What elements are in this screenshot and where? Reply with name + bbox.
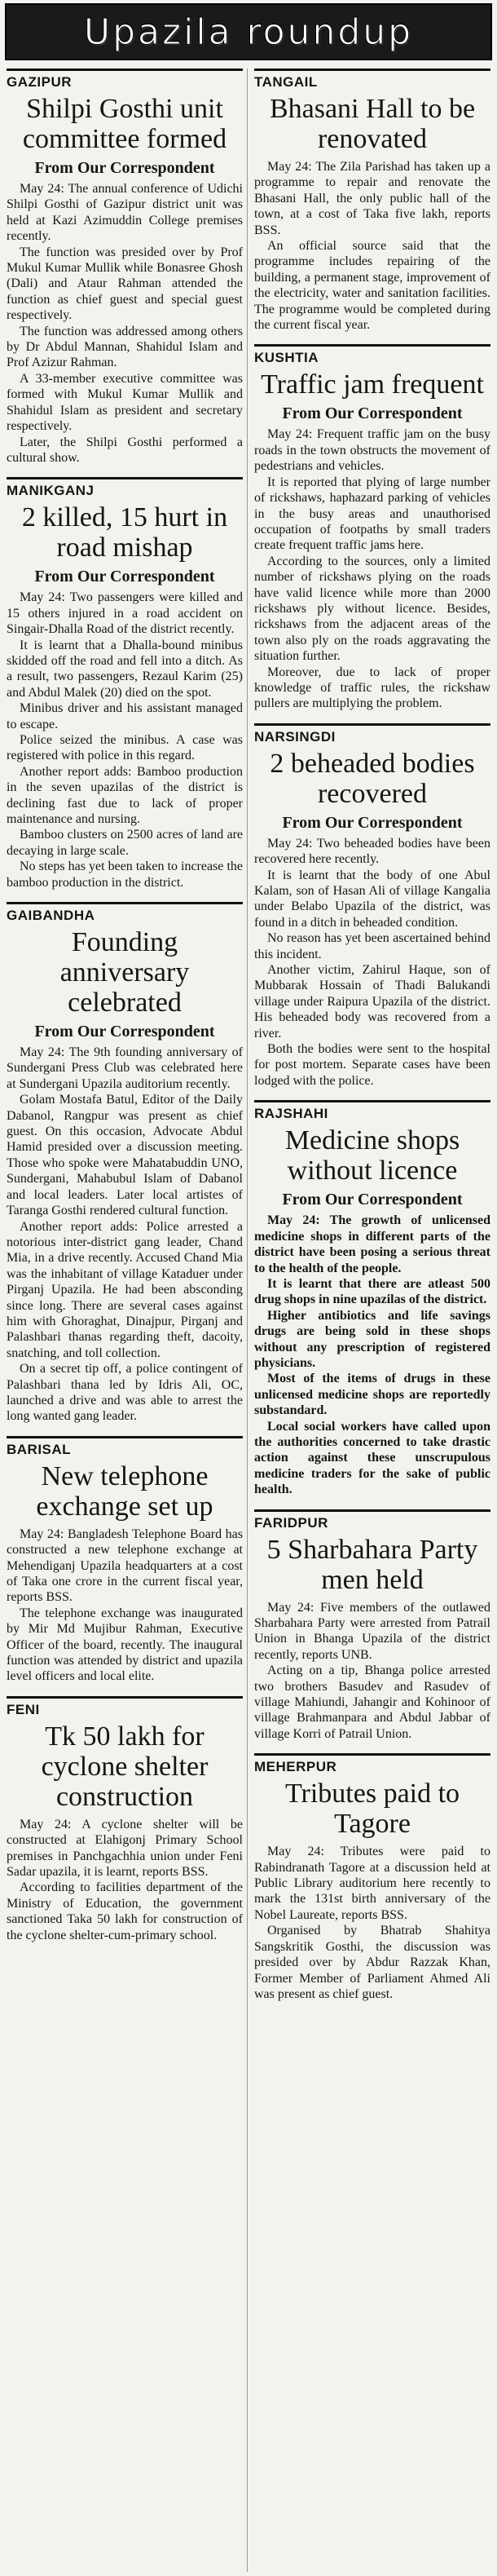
story-paragraph: May 24: The 9th founding anniversary of Sundergani Press Club was celebrated here at Sundergani Upazila auditorium recently.	[7, 1045, 243, 1091]
story-headline: 5 Sharbahara Party men held	[266, 1534, 478, 1595]
story-byline: From Our Correspondent	[282, 813, 463, 832]
story-body	[7, 181, 243, 466]
story-byline: From Our Correspondent	[282, 404, 463, 423]
news-story-feni	[7, 1696, 243, 1943]
story-paragraph: May 24: Two beheaded bodies have been recovered here recently.	[254, 836, 490, 867]
story-headline: New telephone exchange set up	[36, 1460, 213, 1522]
story-paragraph: Local social workers have called upon the authorities concerned to take drastic action against these unscrupulous medicine traders for the sake of public health.	[254, 1419, 490, 1497]
district-label: FENI	[7, 1696, 243, 1718]
story-byline: From Our Correspondent	[34, 159, 215, 177]
story-body	[254, 1600, 490, 1743]
district-label: BARISAL	[7, 1436, 243, 1458]
story-paragraph: The telephone exchange was inaugurated by Mir Md Mujibur Rahman, Executive Officer of the board, recently. The inaugural function was attended by district and upazila level officers and local elite.	[7, 1606, 243, 1684]
story-paragraph: Acting on a tip, Bhanga police arrested two brothers Basudev and Rasudev of village Mahiundi, Jahangir and Kohinoor of village Brahmanpara and Abdul Jabbar of village Korri of Patrail Union.	[254, 1664, 490, 1741]
district-label: FARIDPUR	[254, 1509, 490, 1531]
story-paragraph: Later, the Shilpi Gosthi performed a cultural show.	[7, 435, 243, 465]
story-paragraph: Moreover, due to lack of proper knowledge of traffic rules, the rickshaw pullers are multiplying the problem.	[254, 665, 490, 711]
district-label: TANGAIL	[254, 68, 490, 91]
story-headline: 2 beheaded bodies recovered	[270, 748, 475, 809]
story-paragraph: The function was presided over by Prof Mukul Kumar Mullik while Bonasree Ghosh (Dali) and Ataur Rahman attended the function as chief guest and special guest respectively.	[7, 245, 243, 323]
story-paragraph: It is learnt that the body of one Abul Kalam, son of Hasan Ali of village Kangalia under Belabo Upazila of the district, was found in a ditch in beheaded condition.	[254, 868, 490, 930]
story-body	[254, 836, 490, 1089]
story-paragraph: Higher antibiotics and life savings drugs are being sold in these shops without any prescription of registered physicians.	[254, 1308, 490, 1370]
district-label: GAZIPUR	[7, 68, 243, 91]
district-label: MEHERPUR	[254, 1753, 490, 1775]
banner-title: Upazila roundup	[83, 11, 414, 53]
story-paragraph: Both the bodies were sent to the hospital for post mortem. Separate cases have been lodged with the police.	[254, 1042, 490, 1088]
story-paragraph: Bamboo clusters on 2500 acres of land are decaying in large scale.	[7, 828, 243, 858]
story-paragraph: May 24: Tributes were paid to Rabindranath Tagore at a discussion held at Public Library auditorium here recently to mark the 131st birth anniversary of the Nobel Laureate, reports BSS.	[254, 1845, 490, 1922]
story-paragraph: May 24: Frequent traffic jam on the busy roads in the town obstructs the movement of pedestrians and vehicles.	[254, 427, 490, 474]
story-paragraph: It is learnt that there are atleast 500 drug shops in nine upazilas of the district.	[254, 1276, 490, 1307]
story-body	[254, 1213, 490, 1497]
story-paragraph: May 24: Five members of the outlawed Sharbahara Party were arrested from Patrail Union in Bhanga Upazila of the district recently, reports UNB.	[254, 1600, 490, 1662]
story-paragraph: No steps has yet been taken to increase the bamboo production in the district.	[7, 859, 243, 890]
news-story-gazipur	[7, 68, 243, 466]
story-headline: Medicine shops without licence	[284, 1125, 460, 1186]
story-paragraph: Another report adds: Police arrested a notorious inter-district gang leader, Chand Mia, in a drive recently. Accused Chand Mia was the inhabitant of village Kataduer under Pirganj Upazila. He had been absconding since long. There are several cases against him with Ghoraghat, Dinajpur, Pirganj and Palashbari thanas regarding theft, dacoity, snatching, and toll collection.	[7, 1219, 243, 1360]
story-paragraph: Police seized the minibus. A case was registered with police in this regard.	[7, 732, 243, 763]
story-paragraph: Another victim, Zahirul Haque, son of Mubbarak Hossain of Thadi Balukandi village under Raipura Upazila of the district. His beheaded body was recovered from a river.	[254, 963, 490, 1041]
news-story-kushtia	[254, 344, 490, 711]
story-headline: Founding anniversary celebrated	[59, 927, 190, 1018]
news-story-meherpur	[254, 1753, 490, 2002]
news-story-rajshahi	[254, 1100, 490, 1497]
left-column	[7, 68, 243, 2572]
story-paragraph: Golam Mostafa Batul, Editor of the Daily Dabanol, Rangpur was present as chief guest. On this occasion, Advocate Abdul Hamid presided over a discussion meeting. Those who spoke were Mahatabuddin UNO, Sundergani, Mahabubul Islam of Dabanol and local leaders. Later local artistes of Taranga Gosthi rendered cultural function.	[7, 1093, 243, 1218]
story-paragraph: An official source said that the programme includes repairing of the building, a permanent stage, improvement of the electricity, water and sanitation facilities. The programme would be completed during the current fiscal year.	[254, 239, 490, 333]
news-story-gaibandha	[7, 902, 243, 1425]
section-banner	[5, 3, 492, 60]
story-paragraph: May 24: Bangladesh Telephone Board has constructed a new telephone exchange at Mehendiganj Upazila headquarters at a cost of Taka one crore in the current fiscal year, reports BSS.	[7, 1527, 243, 1605]
story-paragraph: May 24: The annual conference of Udichi Shilpi Gosthi of Gazipur district unit was held at Kazi Azimuddin College premises recently.	[7, 182, 243, 244]
story-body	[254, 159, 490, 333]
story-headline: Shilpi Gosthi unit committee formed	[22, 94, 227, 154]
story-paragraph: Organised by Bhatrab Shahitya Sangskritik Gosthi, the discussion was presided over by Abdur Razzak Khan, Former Member of Parliament Ahmed Ali was present as chief guest.	[254, 1924, 490, 2001]
story-headline: 2 killed, 15 hurt in road mishap	[21, 502, 228, 563]
story-headline: Tributes paid to Tagore	[284, 1778, 460, 1840]
district-label: KUSHTIA	[254, 344, 490, 366]
story-headline: Traffic jam frequent	[261, 369, 484, 400]
story-body	[7, 1045, 243, 1425]
story-byline: From Our Correspondent	[282, 1191, 463, 1209]
news-story-tangail	[254, 68, 490, 333]
district-label: GAIBANDHA	[7, 902, 243, 924]
story-paragraph: Most of the items of drugs in these unlicensed medicine shops are reportedly substandard.	[254, 1372, 490, 1418]
story-body	[7, 1527, 243, 1685]
district-label: MANIKGANJ	[7, 477, 243, 499]
story-paragraph: May 24: The growth of unlicensed medicine shops in different parts of the district have been posing a serious threat to the health of the people.	[254, 1213, 490, 1275]
story-paragraph: According to the sources, only a limited number of rickshaws plying on the roads have valid licence while more than 2000 rickshaws ply without licence. Besides, rickshaws from the adjacent areas of the town also ply on the roads aggravating the situation further.	[254, 554, 490, 664]
story-paragraph: It is reported that plying of large number of rickshaws, haphazard parking of vehicles in the busy areas and unauthorised occupation of footpaths by small traders create frequent traffic jams here.	[254, 475, 490, 553]
story-body	[7, 590, 243, 890]
district-label: NARSINGDI	[254, 723, 490, 745]
news-story-manikganj	[7, 477, 243, 890]
story-paragraph: May 24: Two passengers were killed and 15 others injured in a road accident on Singair-Dhalla Road of the district recently.	[7, 590, 243, 637]
right-column	[254, 68, 490, 2572]
story-paragraph: May 24: A cyclone shelter will be constructed at Elahigonj Primary School premises in Panchgachhia union under Feni Sadar upazila, it is learnt, reports BSS.	[7, 1817, 243, 1880]
story-paragraph: According to facilities department of the Ministry of Education, the government sanctioned Taka 50 lakh for construction of the cyclone shelter-cum-primary school.	[7, 1880, 243, 1942]
story-byline: From Our Correspondent	[34, 1023, 215, 1041]
story-paragraph: No reason has yet been ascertained behind this incident.	[254, 931, 490, 961]
news-story-barisal	[7, 1436, 243, 1685]
story-paragraph: Minibus driver and his assistant managed to escape.	[7, 701, 243, 731]
story-paragraph: Another report adds: Bamboo production in the seven upazilas of the district is declining fast due to lack of proper maintenance and nursing.	[7, 764, 243, 826]
story-body	[254, 1844, 490, 2002]
story-paragraph: It is learnt that a Dhalla-bound minibus skidded off the road and fell into a ditch. As a result, two passengers, Rezaul Karim (25) and Abdul Malek (20) died on the spot.	[7, 638, 243, 700]
news-story-faridpur	[254, 1509, 490, 1743]
story-headline: Tk 50 lakh for cyclone shelter construction	[41, 1721, 209, 1812]
column-divider	[247, 68, 248, 2572]
news-story-narsingdi	[254, 723, 490, 1089]
story-paragraph: The function was addressed among others by Dr Abdul Mannan, Shahidul Islam and Prof Azizur Rahman.	[7, 324, 243, 370]
story-byline: From Our Correspondent	[34, 568, 215, 586]
district-label: RAJSHAHI	[254, 1100, 490, 1122]
story-paragraph: A 33-member executive committee was formed with Mukul Kumar Mullik and Shahidul Islam as president and secretary respectively.	[7, 371, 243, 434]
story-body	[7, 1817, 243, 1943]
story-paragraph: May 24: The Zila Parishad has taken up a programme to repair and renovate the Bhasani Hall, the only public hall of the town, at a cost of Taka five lakh, reports BSS.	[254, 160, 490, 237]
story-paragraph: On a secret tip off, a police contingent of Palashbari thana led by Idris Ali, OC, launched a drive and was able to arrest the long wanted gang leader.	[7, 1362, 243, 1424]
story-body	[254, 426, 490, 711]
story-headline: Bhasani Hall to be renovated	[269, 94, 476, 154]
